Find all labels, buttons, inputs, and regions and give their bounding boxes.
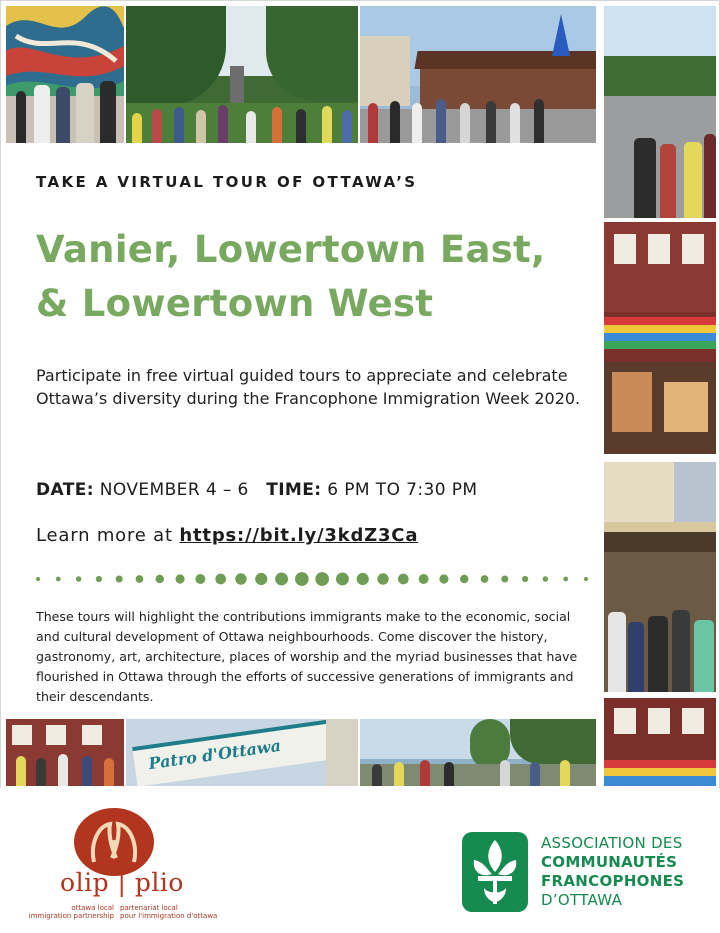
photo-mural (6, 6, 124, 143)
olip-sub-right (120, 904, 230, 920)
divider-dot (543, 576, 548, 581)
olip-name: olip | plio (60, 868, 184, 897)
divider-dot (398, 574, 409, 585)
divider-dot (315, 572, 329, 586)
divider-dot (275, 573, 288, 586)
divider-dot (235, 573, 246, 584)
divider-dot (522, 576, 528, 582)
photo-park-tour (126, 6, 358, 143)
date-time-line (36, 480, 477, 500)
dot-divider (34, 571, 590, 587)
photo-church-tour (360, 6, 596, 143)
intro-paragraph: Participate in free virtual guided tours to appreciate and celebrate Ottawa’s diversity during the Francophone Immigration Week 2020. (36, 366, 581, 408)
olip-sub-right-1: partenariat local (120, 904, 178, 912)
divider-dot (56, 577, 61, 582)
acfo-line-4: D’OTTAWA (541, 891, 623, 909)
divider-dot (195, 574, 205, 584)
learn-more-line (36, 525, 418, 546)
divider-dot (76, 576, 81, 581)
footer-logos (0, 788, 720, 933)
divider-dot (419, 574, 429, 584)
olip-sub-left-1: ottawa local (71, 904, 114, 912)
photo-market-2 (604, 698, 716, 786)
photo-street-walkers (604, 6, 716, 218)
patro-sign-text: Patro d'Ottawa (147, 735, 283, 774)
divider-dot (156, 575, 164, 583)
acfo-line-1: ASSOCIATION DES (541, 834, 683, 852)
divider-dot (501, 576, 508, 583)
headline (36, 223, 596, 331)
photo-market (604, 222, 716, 454)
photo-theatre-crowd (604, 462, 716, 692)
acfo-name (541, 834, 711, 910)
photo-street-group (360, 719, 596, 786)
divider-dot (175, 574, 184, 583)
photo-patro-sign (126, 719, 358, 786)
divider-dot (460, 575, 468, 583)
olip-sub-left-2: immigration partnership (28, 912, 114, 920)
divider-dot (116, 576, 123, 583)
description-paragraph: These tours will highlight the contributions immigrants make to the economic, social and cultural development of Ottawa neighbourhoods. Come discover the history, gastronomy, art, architecture, places of worship and the myriad businesses that have flourished in Ottawa through the efforts of successive generations of immigrants and their descendants. (36, 609, 578, 704)
time-value: 6 PM TO 7:30 PM (327, 480, 478, 500)
divider-dot (96, 576, 102, 582)
kicker-text: TAKE A VIRTUAL TOUR OF OTTAWA’S (36, 173, 418, 191)
divider-dot (336, 573, 349, 586)
divider-dot (563, 577, 568, 582)
divider-dot (215, 574, 226, 585)
date-value: NOVEMBER 4 – 6 (99, 480, 249, 500)
divider-dot (584, 577, 588, 581)
content-panel (6, 145, 596, 717)
divider-dot (377, 573, 388, 584)
olip-sub-right-2: pour l'immigration d'ottawa (120, 912, 218, 920)
divider-dot (136, 575, 144, 583)
divider-dot (439, 574, 448, 583)
time-label: TIME: (266, 480, 322, 500)
divider-dot (36, 577, 40, 581)
olip-sub-left (24, 904, 114, 920)
acfo-line-3: FRANCOPHONES (541, 872, 685, 890)
learn-more-link[interactable]: https://bit.ly/3kdZ3Ca (179, 525, 419, 546)
divider-dot (295, 572, 309, 586)
learn-more-prefix: Learn more at (36, 525, 173, 546)
photo-market-interior (6, 719, 124, 786)
headline-line-1: Vanier, Lowertown East, (36, 228, 546, 271)
headline-line-2: & Lowertown West (36, 282, 434, 325)
divider-dot (481, 575, 489, 583)
divider-dot (357, 573, 369, 585)
divider-dot (255, 573, 267, 585)
acfo-line-2: COMMUNAUTÉS (541, 853, 678, 871)
date-label: DATE: (36, 480, 94, 500)
fleur-de-lis-logo (462, 832, 528, 912)
